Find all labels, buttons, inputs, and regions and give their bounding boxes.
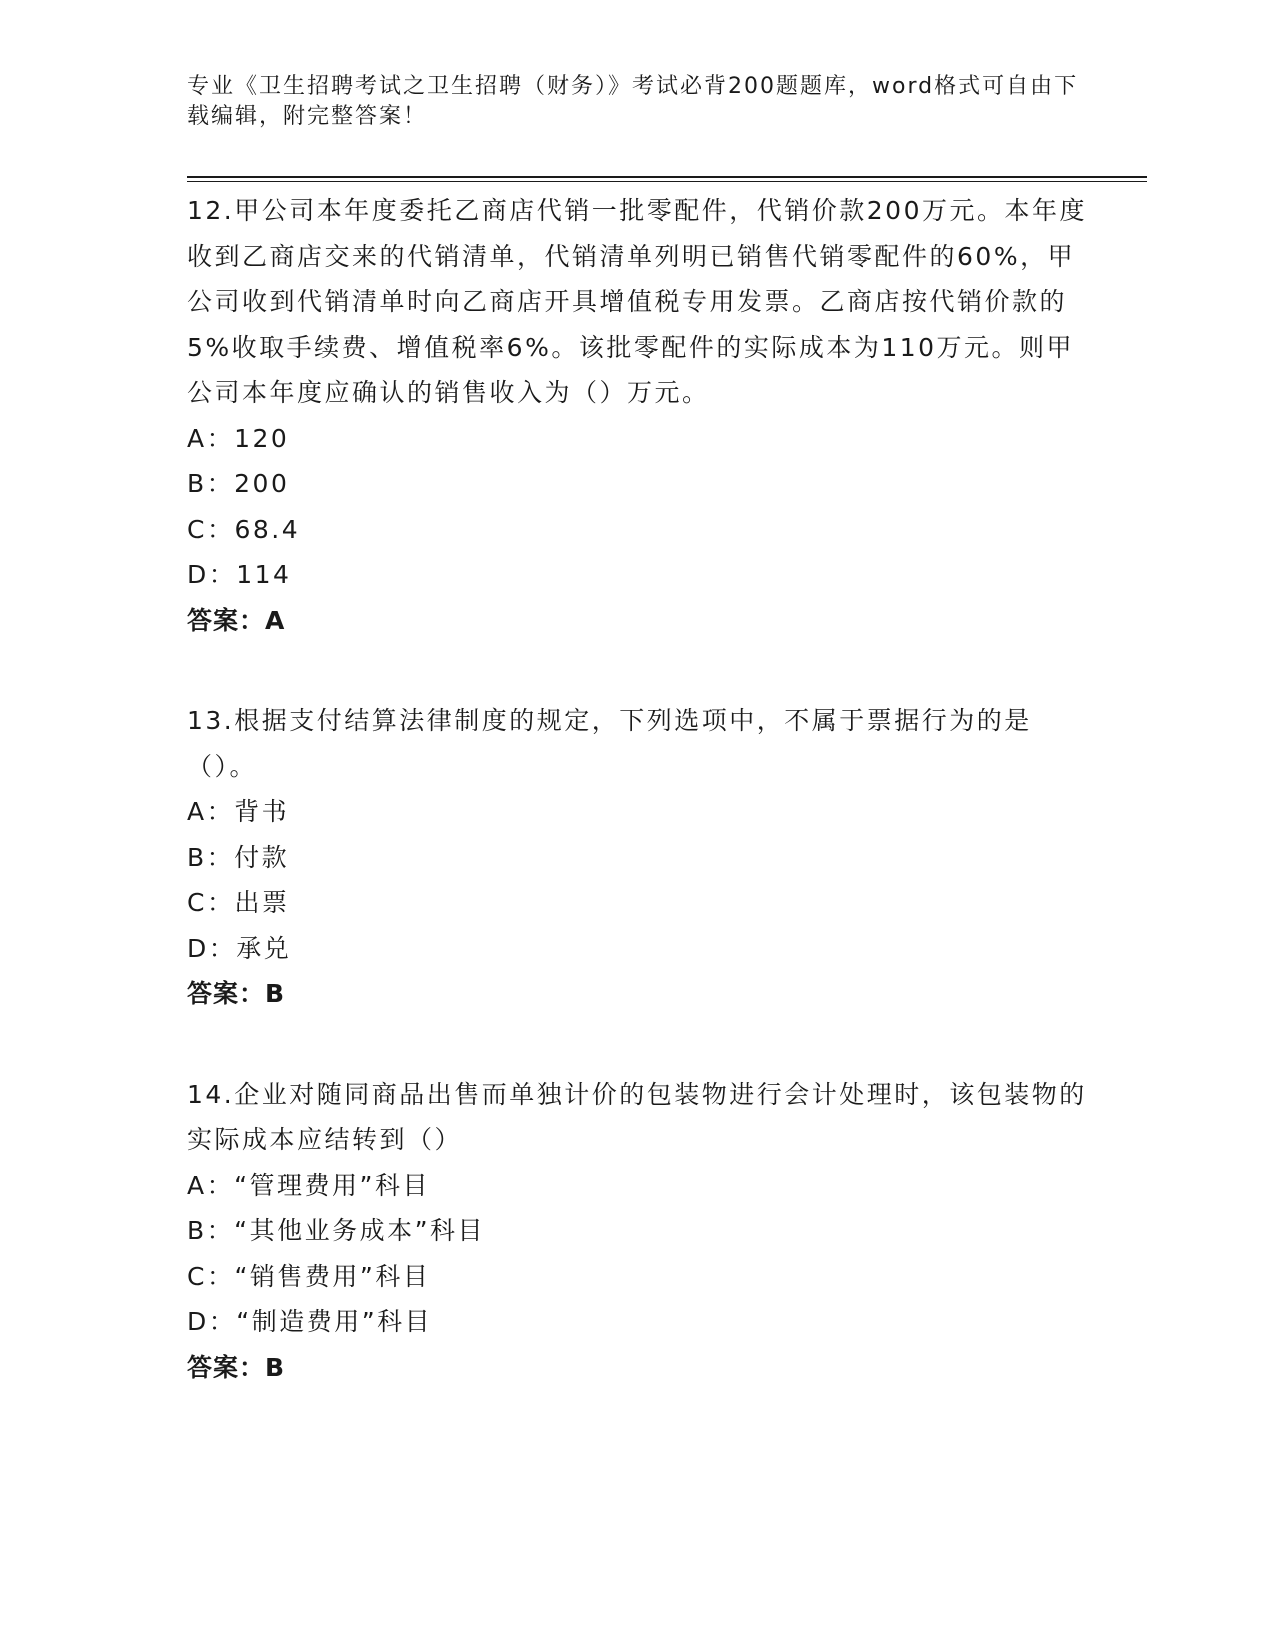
question-12 xyxy=(187,188,1087,643)
option-b: B：“其他业务成本”科目 xyxy=(187,1216,486,1245)
option-b: B：付款 xyxy=(187,842,290,872)
option-c: C：出票 xyxy=(187,888,290,917)
header-divider-thick xyxy=(187,176,1147,178)
question-text: 13.根据支付结算法律制度的规定，下列选项中，不属于票据行为的是（）。 xyxy=(187,706,1032,781)
document-header xyxy=(187,72,1087,132)
question-14 xyxy=(187,1072,1087,1391)
question-13 xyxy=(187,698,1087,1017)
option-b: B：200 xyxy=(187,469,290,498)
question-text: 14.企业对随同商品出售而单独计价的包装物进行会计处理时，该包装物的实际成本应结转到（） xyxy=(187,1079,1087,1154)
question-list xyxy=(187,188,1087,1390)
question-text: 12.甲公司本年度委托乙商店代销一批零配件，代销价款200万元。本年度收到乙商店交来的代销清单，代销清单列明已销售代销零配件的60%，甲公司收到代销清单时向乙商店开具增值税专用发票。乙商店按代销价款的5%收取手续费、增值税率6%。该批零配件的实际成本为110万元。则甲公司本年度应确认的销售收入为（）万元。 xyxy=(187,196,1087,407)
answer: 答案：A xyxy=(187,605,286,635)
header-divider-thin xyxy=(187,181,1147,182)
option-c: C：“销售费用”科目 xyxy=(187,1261,431,1291)
question-spacer xyxy=(187,1017,1087,1072)
answer: 答案：B xyxy=(187,979,286,1008)
option-a: A：“管理费用”科目 xyxy=(187,1170,431,1200)
header-text: 专业《卫生招聘考试之卫生招聘（财务）》考试必背200题题库，word格式可自由下载编辑，附完整答案！ xyxy=(187,74,1079,129)
option-d: D：承兑 xyxy=(187,933,292,963)
option-d: D：114 xyxy=(187,560,292,589)
option-a: A：背书 xyxy=(187,797,290,826)
option-a: A：120 xyxy=(187,423,290,453)
option-c: C：68.4 xyxy=(187,514,301,544)
option-d: D：“制造费用”科目 xyxy=(187,1307,433,1336)
question-spacer xyxy=(187,643,1087,698)
answer: 答案：B xyxy=(187,1352,286,1382)
